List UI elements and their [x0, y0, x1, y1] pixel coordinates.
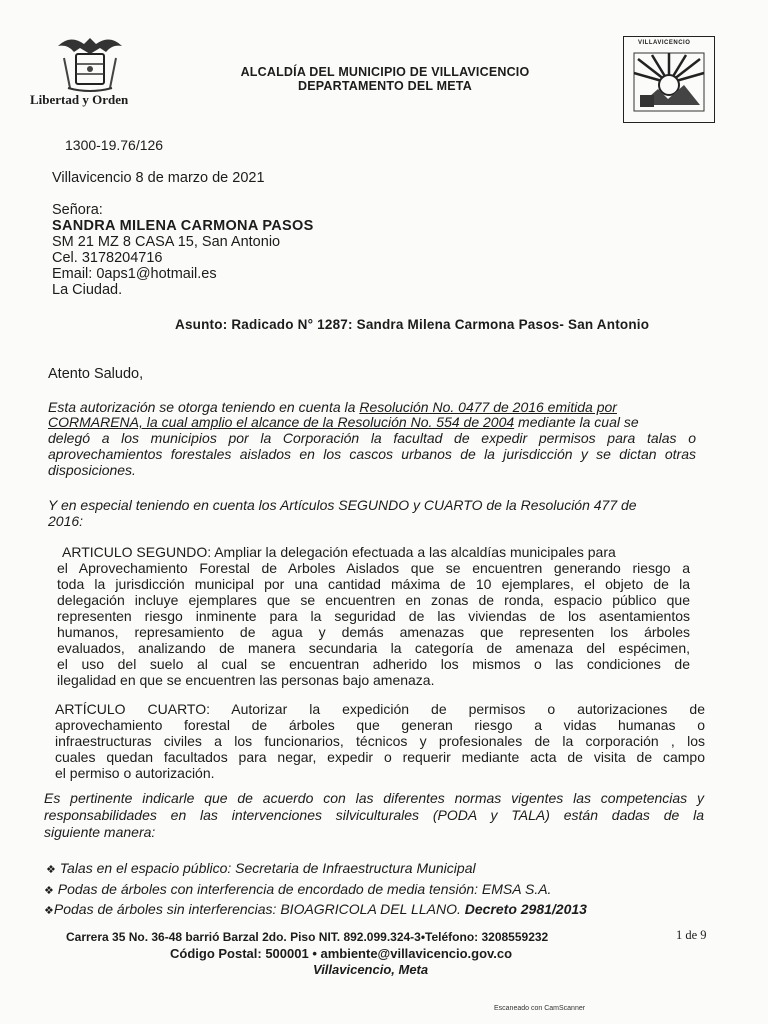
article-2-line-9: ilegalidad en que se encuentren las personas bajo amenaza. — [57, 672, 435, 688]
article-2-line-6: humanos, represamiento de agua y demás amenazas que representen los árboles — [57, 624, 690, 640]
recipient-salutation: Señora: — [52, 202, 103, 218]
diamond-bullet-icon: ❖ — [46, 864, 56, 876]
article-2-line-4: delegación incluye ejemplares que se encuentren en zonas de ronda, espacio público que — [57, 592, 690, 608]
bullet-item-1-text: Talas en el espacio público: Secretaria de Infraestructura Municipal — [59, 860, 476, 876]
paragraph-1-line-5: disposiciones. — [48, 462, 136, 478]
page-number: 1 de 9 — [676, 928, 707, 942]
bullet-item-2-text: Podas de árboles con interferencia de encordado de media tensión: EMSA S.A. — [57, 881, 552, 897]
article-4-line-1: ARTÍCULO CUARTO: Autorizar la expedición de permisos o autorizaciones de — [55, 701, 705, 717]
article-4-line-5: el permiso o autorización. — [55, 765, 215, 781]
bullet-item-3-decree: Decreto 2981/2013 — [464, 901, 587, 917]
scanner-watermark: Escaneado con CamScanner — [494, 1005, 586, 1012]
subject-line: Asunto: Radicado N° 1287: Sandra Milena Carmona Pasos- San Antonio — [175, 317, 650, 332]
place-date: Villavicencio 8 de marzo de 2021 — [52, 170, 265, 186]
p1-resolution-link: Resolución No. 0477 de 2016 emitida por — [359, 399, 617, 415]
article-4-line-4: cuales quedan facultados para negar, expedir o requerir mediante acta de visita de campo — [55, 749, 705, 765]
bullet-item-2 — [44, 881, 551, 897]
diamond-bullet-icon: ❖ — [44, 905, 54, 917]
paragraph-2-line-1: Y en especial teniendo en cuenta los Artículos SEGUNDO y CUARTO de la Resolución 477 de — [48, 497, 637, 513]
footer-city-line: Villavicencio, Meta — [313, 962, 429, 977]
recipient-city: La Ciudad. — [52, 282, 123, 298]
paragraph-3-line-3: siguiente manera: — [44, 824, 156, 840]
greeting: Atento Saludo, — [48, 366, 144, 382]
recipient-email: Email: 0aps1@hotmail.es — [52, 266, 217, 282]
city-logo-label: VILLAVICENCIO — [638, 40, 691, 46]
recipient-phone: Cel. 3178204716 — [52, 250, 163, 266]
p1-text-d: mediante la cual se — [518, 414, 639, 430]
city-logo — [623, 36, 715, 123]
paragraph-2-line-2: 2016: — [48, 513, 84, 529]
article-2-line-8: el uso del suelo al cual se encuentran adherido los mismos o las condiciones de — [57, 656, 690, 672]
article-4-line-3: infraestructuras civiles a los funcionarios, técnicos y profesionales de la corporación , los — [55, 733, 705, 749]
bullet-item-3-text: Podas de árboles sin interferencias: BIOAGRICOLA DEL LLANO. — [53, 901, 461, 917]
recipient-name: SANDRA MILENA CARMONA PASOS — [52, 218, 314, 234]
city-emblem-icon — [628, 49, 710, 119]
bullet-item-1 — [46, 860, 476, 876]
p1-text-a: Esta autorización se otorga teniendo en cuenta la — [48, 399, 356, 415]
article-2-line-7: evaluados, analizando de manera secundaria la categoría de amenaza del espécimen, — [57, 640, 690, 656]
reference-number: 1300-19.76/126 — [65, 137, 164, 153]
paragraph-1-line-3: delegó a los municipios por la Corporación la facultad de expedir permisos para talas o — [48, 430, 696, 446]
coat-of-arms-icon — [40, 32, 140, 94]
footer-postal-line: Código Postal: 500001 • ambiente@villavicencio.gov.co — [170, 946, 513, 961]
recipient-address: SM 21 MZ 8 CASA 15, San Antonio — [52, 234, 281, 250]
article-4-line-2: aprovechamiento forestal de árboles que generan riesgo a vidas humanas o — [55, 717, 705, 733]
header-title-line-2: DEPARTAMENTO DEL META — [298, 79, 472, 93]
header-title-line-1: ALCALDÍA DEL MUNICIPIO DE VILLAVICENCIO — [240, 65, 530, 79]
bullet-item-3 — [44, 901, 587, 917]
article-2-line-3: toda la jurisdicción municipal por una cantidad máxima de 10 ejemplares, el objeto de la — [57, 576, 690, 592]
motto: Libertad y Orden — [30, 92, 129, 107]
paragraph-1-line-2 — [48, 414, 639, 431]
p1-cormarena-text: CORMARENA, la cual amplio el alcance de la Resolución No. 554 de 2004 — [48, 414, 515, 430]
article-2-line-1: ARTICULO SEGUNDO: Ampliar la delegación efectuada a las alcaldías municipales para — [62, 544, 616, 560]
paragraph-3-line-2: responsabilidades en las intervenciones silviculturales (PODA y TALA) están dadas de la — [44, 807, 704, 823]
diamond-bullet-icon: ❖ — [44, 885, 54, 897]
paragraph-3-line-1: Es pertinente indicarle que de acuerdo con las diferentes normas vigentes las competencias y — [44, 790, 704, 806]
article-2-line-5: representen riesgo inminente para la seguridad de las viviendas de los asentamientos — [57, 608, 690, 624]
footer-address-line: Carrera 35 No. 36-48 barrió Barzal 2do. Piso NIT. 892.099.324-3•Teléfono: 3208559232 — [66, 930, 549, 944]
paragraph-1-line-4: aprovechamientos forestales aislados en los cascos urbanos de la jurisdicción y se dictan otras — [48, 446, 696, 462]
article-2-line-2: el Aprovechamiento Forestal de Arboles Aislados que se encuentren generando riesgo a — [57, 560, 690, 576]
coat-of-arms — [40, 32, 140, 94]
